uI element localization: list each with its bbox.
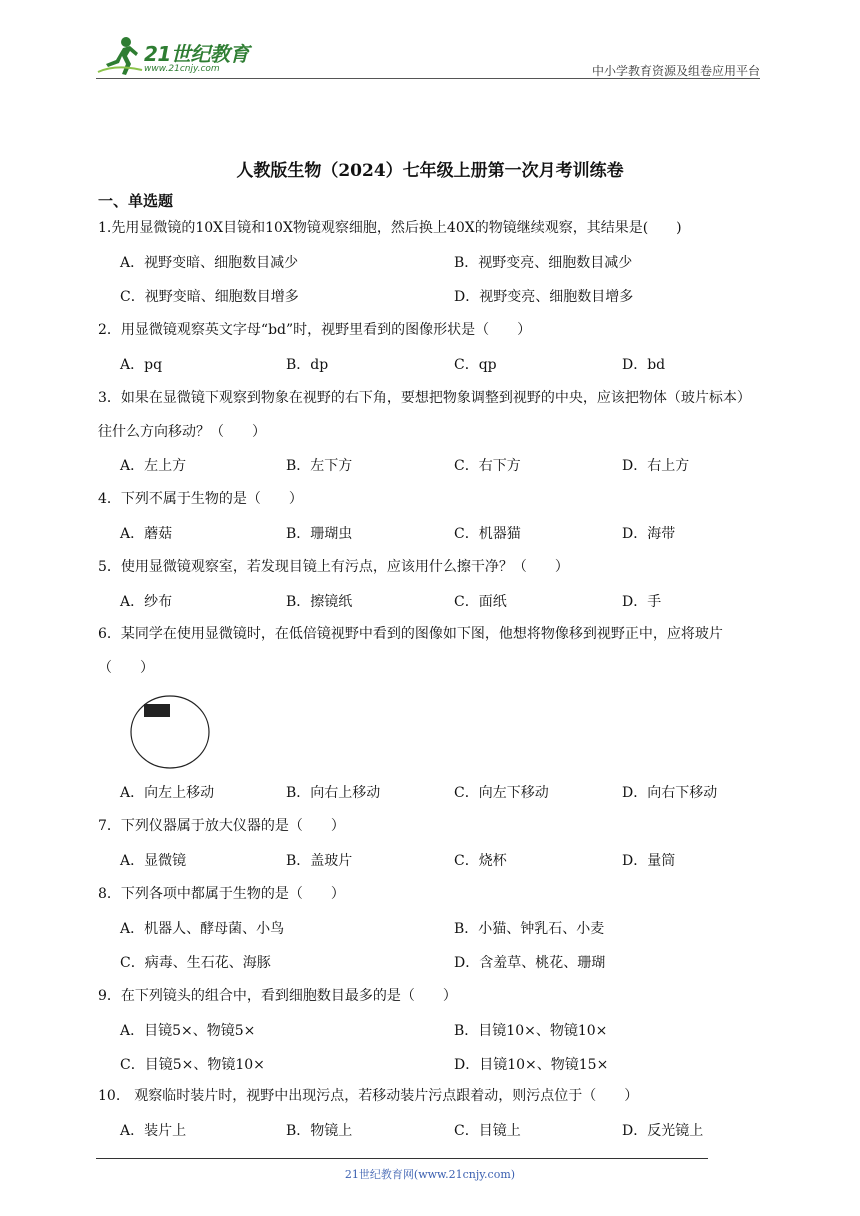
object-image-rect [144, 704, 170, 717]
question-9-option-c: C．目镜5×、物镜10× [120, 1057, 265, 1073]
header-divider [96, 78, 760, 79]
question-8-option-a: A．机器人、酵母菌、小鸟 [120, 921, 285, 937]
footer-text: 21世纪教育网(www.21cnjy.com) [344, 1168, 516, 1181]
question-2-option-c: C．qp [454, 357, 497, 373]
question-10-option-b: B．物镜上 [286, 1123, 353, 1139]
question-7-option-a: A．显微镜 [120, 853, 187, 869]
question-5-stem: 5．使用显微镜观察室，若发现目镜上有污点，应该用什么擦干净？（ ） [98, 559, 569, 575]
question-3-option-c: C．右下方 [454, 458, 521, 474]
question-6-option-d: D．向右下移动 [622, 785, 718, 801]
question-1-option-c: C．视野变暗、细胞数目增多 [120, 289, 299, 305]
question-6-option-c: C．向左下移动 [454, 785, 549, 801]
page-header [96, 34, 760, 80]
question-3-option-d: D．右上方 [622, 458, 690, 474]
microscope-field-figure [130, 694, 210, 770]
question-5-option-a: A．纱布 [120, 594, 173, 610]
question-7-option-d: D．量筒 [622, 853, 676, 869]
question-1-option-a: A．视野变暗、细胞数目减少 [120, 255, 299, 271]
question-2-stem: 2．用显微镜观察英文字母“bd”时，视野里看到的图像形状是（ ） [98, 322, 532, 338]
question-7-option-b: B．盖玻片 [286, 853, 353, 869]
question-10-stem: 10. 观察临时装片时，视野中出现污点，若移动装片污点跟着动，则污点位于（ ） [98, 1088, 639, 1104]
question-9-stem: 9．在下列镜头的组合中，看到细胞数目最多的是（ ） [98, 988, 457, 1004]
question-6-stem: 6．某同学在使用显微镜时，在低倍镜视野中看到的图像如下图，他想将物像移到视野正中，应将玻片（ ） [98, 626, 723, 676]
question-2-option-d: D．bd [622, 357, 666, 373]
question-4-stem: 4．下列不属于生物的是（ ） [98, 491, 303, 507]
runner-logo-icon [96, 34, 144, 80]
logo [96, 34, 266, 80]
header-platform-text: 中小学教育资源及组卷应用平台 [591, 64, 760, 78]
question-9-option-b: B．目镜10×、物镜10× [454, 1023, 608, 1039]
question-8-option-d: D．含羞草、桃花、珊瑚 [454, 955, 606, 971]
question-5-option-b: B．擦镜纸 [286, 594, 353, 610]
question-10-option-d: D．反光镜上 [622, 1123, 704, 1139]
logo-text: 21世纪教育 [144, 42, 249, 66]
question-9-option-a: A．目镜5×、物镜5× [120, 1023, 256, 1039]
question-7-option-c: C．烧杯 [454, 853, 507, 869]
footer-divider [96, 1158, 708, 1159]
question-3-option-a: A．左上方 [120, 458, 187, 474]
question-5-option-d: D．手 [622, 594, 662, 610]
question-2-option-b: B．dp [286, 357, 329, 373]
question-1-option-b: B．视野变亮、细胞数目减少 [454, 255, 633, 271]
logo-url: www.21cnjy.com [144, 64, 220, 74]
question-10-option-c: C．目镜上 [454, 1123, 521, 1139]
question-7-stem: 7．下列仪器属于放大仪器的是（ ） [98, 818, 345, 834]
question-5-option-c: C．面纸 [454, 594, 507, 610]
page-title: 人教版生物（2024）七年级上册第一次月考训练卷 [236, 161, 624, 181]
question-4-option-b: B．珊瑚虫 [286, 526, 353, 542]
question-6-option-b: B．向右上移动 [286, 785, 381, 801]
question-1-option-d: D．视野变亮、细胞数目增多 [454, 289, 634, 305]
section-heading: 一、单选题 [98, 192, 174, 210]
question-8-stem: 8．下列各项中都属于生物的是（ ） [98, 886, 345, 902]
question-8-option-c: C．病毒、生石花、海豚 [120, 955, 271, 971]
question-3-stem: 3．如果在显微镜下观察到物象在视野的右下角，要想把物象调整到视野的中央，应该把物体（玻片标本）往什么方向移动？（ ） [98, 390, 751, 440]
question-4-option-d: D．海带 [622, 526, 676, 542]
question-2-option-a: A．pq [120, 357, 163, 373]
question-4-option-c: C．机器猫 [454, 526, 521, 542]
question-1-stem: 1.先用显微镜的10X目镜和10X物镜观察细胞，然后换上40X的物镜继续观察，其结果是( ) [98, 220, 682, 236]
question-8-option-b: B．小猫、钟乳石、小麦 [454, 921, 605, 937]
question-10-option-a: A．装片上 [120, 1123, 187, 1139]
question-9-option-d: D．目镜10×、物镜15× [454, 1057, 609, 1073]
question-3-option-b: B．左下方 [286, 458, 353, 474]
question-6-option-a: A．向左上移动 [120, 785, 215, 801]
question-4-option-a: A．蘑菇 [120, 526, 173, 542]
